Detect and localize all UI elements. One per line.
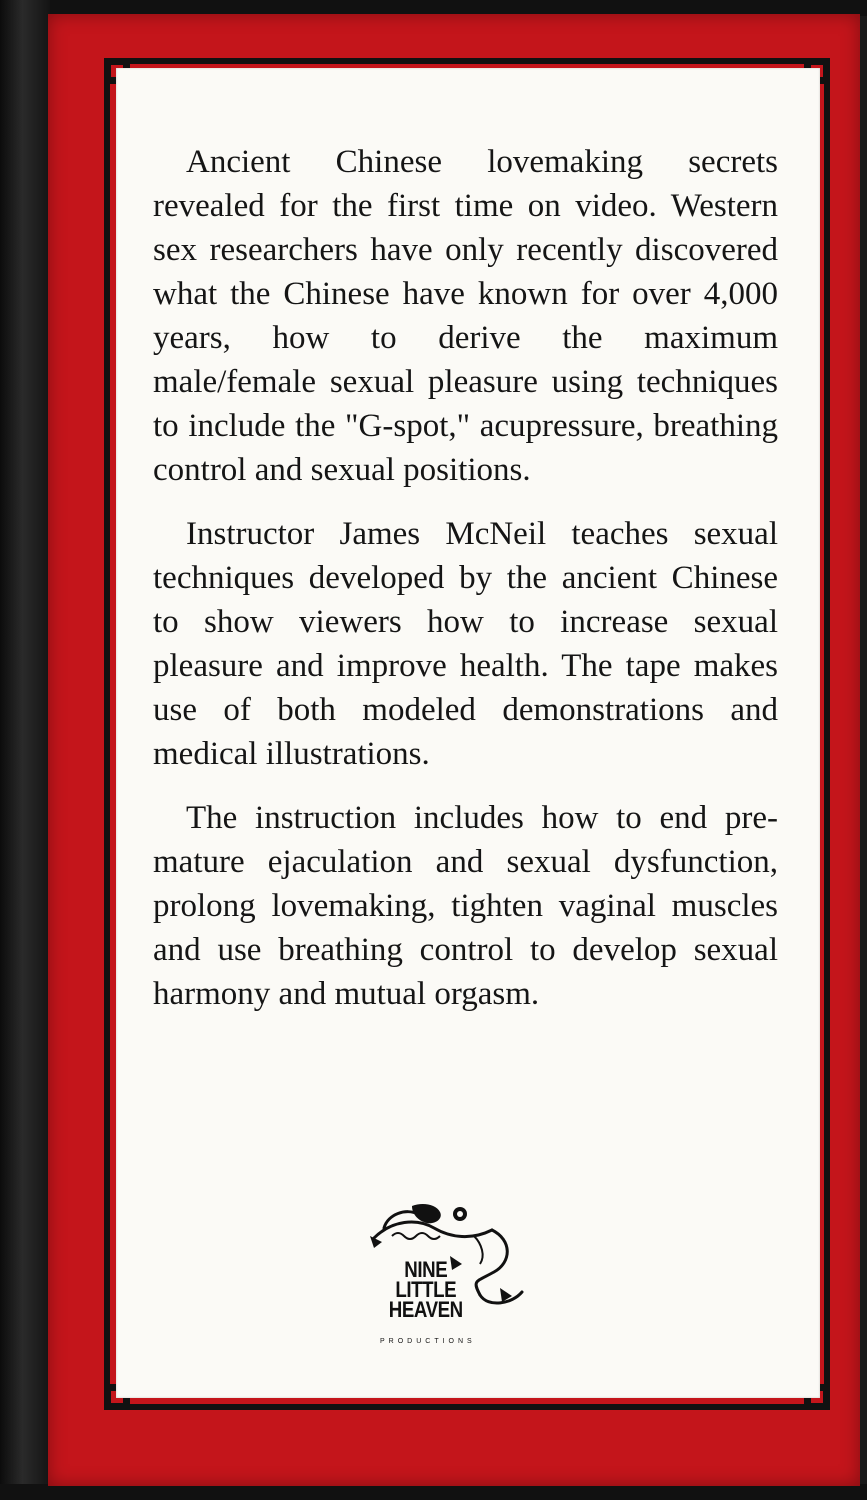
- logo-wordmark: [362, 1257, 490, 1322]
- publisher-logo: [362, 1200, 532, 1350]
- logo-subtitle: PRODUCTIONS: [380, 1338, 476, 1345]
- logo-line-nine: NINE: [404, 1257, 448, 1282]
- case-spine-edge: [0, 0, 50, 1500]
- logo-line-little: LITTLE: [395, 1277, 457, 1302]
- description-copy: [153, 140, 778, 1036]
- description-paragraph-2: Instructor James McNeil teaches sexual techniques developed by the ancient Chinese to show viewers how to increase sexual pleasure and improve health. The tape makes use of both modeled demonstrations and medical illustrations.: [153, 516, 778, 772]
- case-bottom-edge: [0, 1484, 867, 1500]
- description-paragraph-3: The instruction includes how to end pre-mature ejaculation and sexual dysfunction, prolong lovemaking, tighten vaginal muscles and use breathing control to develop sexual harmony and mutual orgasm.: [153, 800, 778, 1012]
- logo-line-heaven: HEAVEN: [388, 1297, 463, 1322]
- description-paragraph-1: Ancient Chinese lovemaking secrets revealed for the first time on video. Western sex researchers have only recently discovered what the Chinese have known for over 4,000 years, how to derive the maximum male/female sexual pleasure using techniques to include the "G-spot," acupressure, breathing control and sexual positions.: [153, 144, 778, 488]
